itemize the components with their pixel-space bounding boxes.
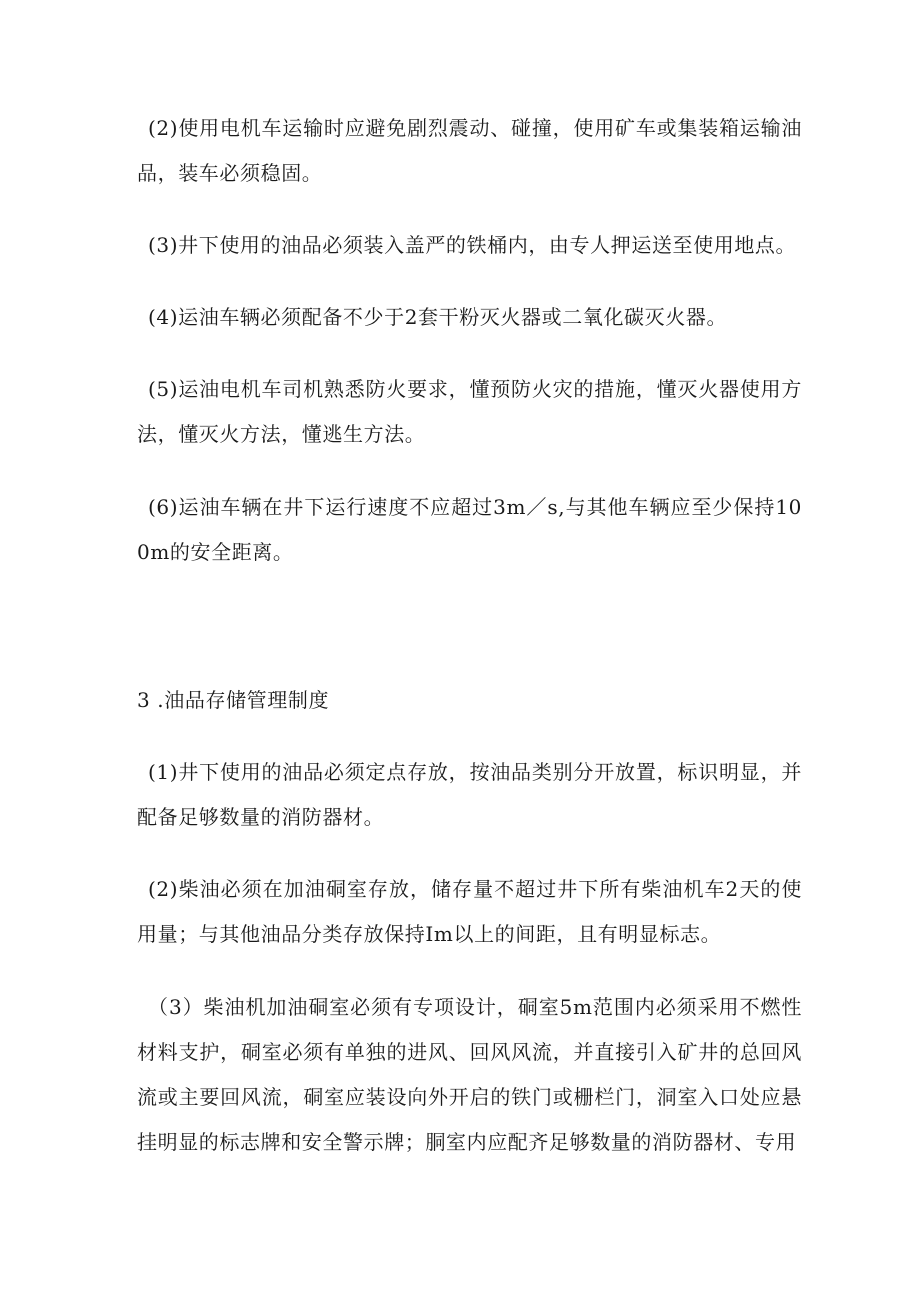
paragraph-storage-3: （3）柴油机加油硐室必须有专项设计，硐室5m范围内必须采用不燃性材料支护，硐室必须有单独的进风、回风风流，并直接引入矿井的总回风流或主要回风流，硐室应装设向外开启的铁门或栅栏门，洞室入口处应悬挂明显的标志牌和安全警示牌；胴室内应配齐足够数量的消防器材、专用 [137,995,802,1154]
paragraph-transport-6: (6)运油车辆在井下运行速度不应超过3m／s,与其他车辆应至少保持100m的安全距离。 [137,495,802,564]
paragraph-transport-3: (3)井下使用的油品必须装入盖严的铁桶内，由专人押运送至使用地点。 [148,233,797,257]
paragraph-storage-2: (2)柴油必须在加油硐室存放，储存量不超过井下所有柴油机车2天的使用量；与其他油品分类存放保持Im以上的间距，且有明显标志。 [137,877,802,946]
section-heading: 3 .油品存储管理制度 [137,688,330,712]
paragraph-storage-1: (1)井下使用的油品必须定点存放，按油品类别分开放置，标识明显，并配备足够数量的消防器材。 [137,760,802,829]
paragraph-transport-2: (2)使用电机车运输时应避免剧烈震动、碰撞，使用矿车或集装箱运输油品，装车必须稳固。 [137,116,802,185]
paragraph-transport-5: (5)运油电机车司机熟悉防火要求，懂预防火灾的措施，懂灭火器使用方法，懂灭火方法，懂逃生方法。 [137,377,802,446]
paragraph-transport-4: (4)运油车辆必须配备不少于2套干粉灭火器或二氧化碳灭火器。 [148,305,728,329]
